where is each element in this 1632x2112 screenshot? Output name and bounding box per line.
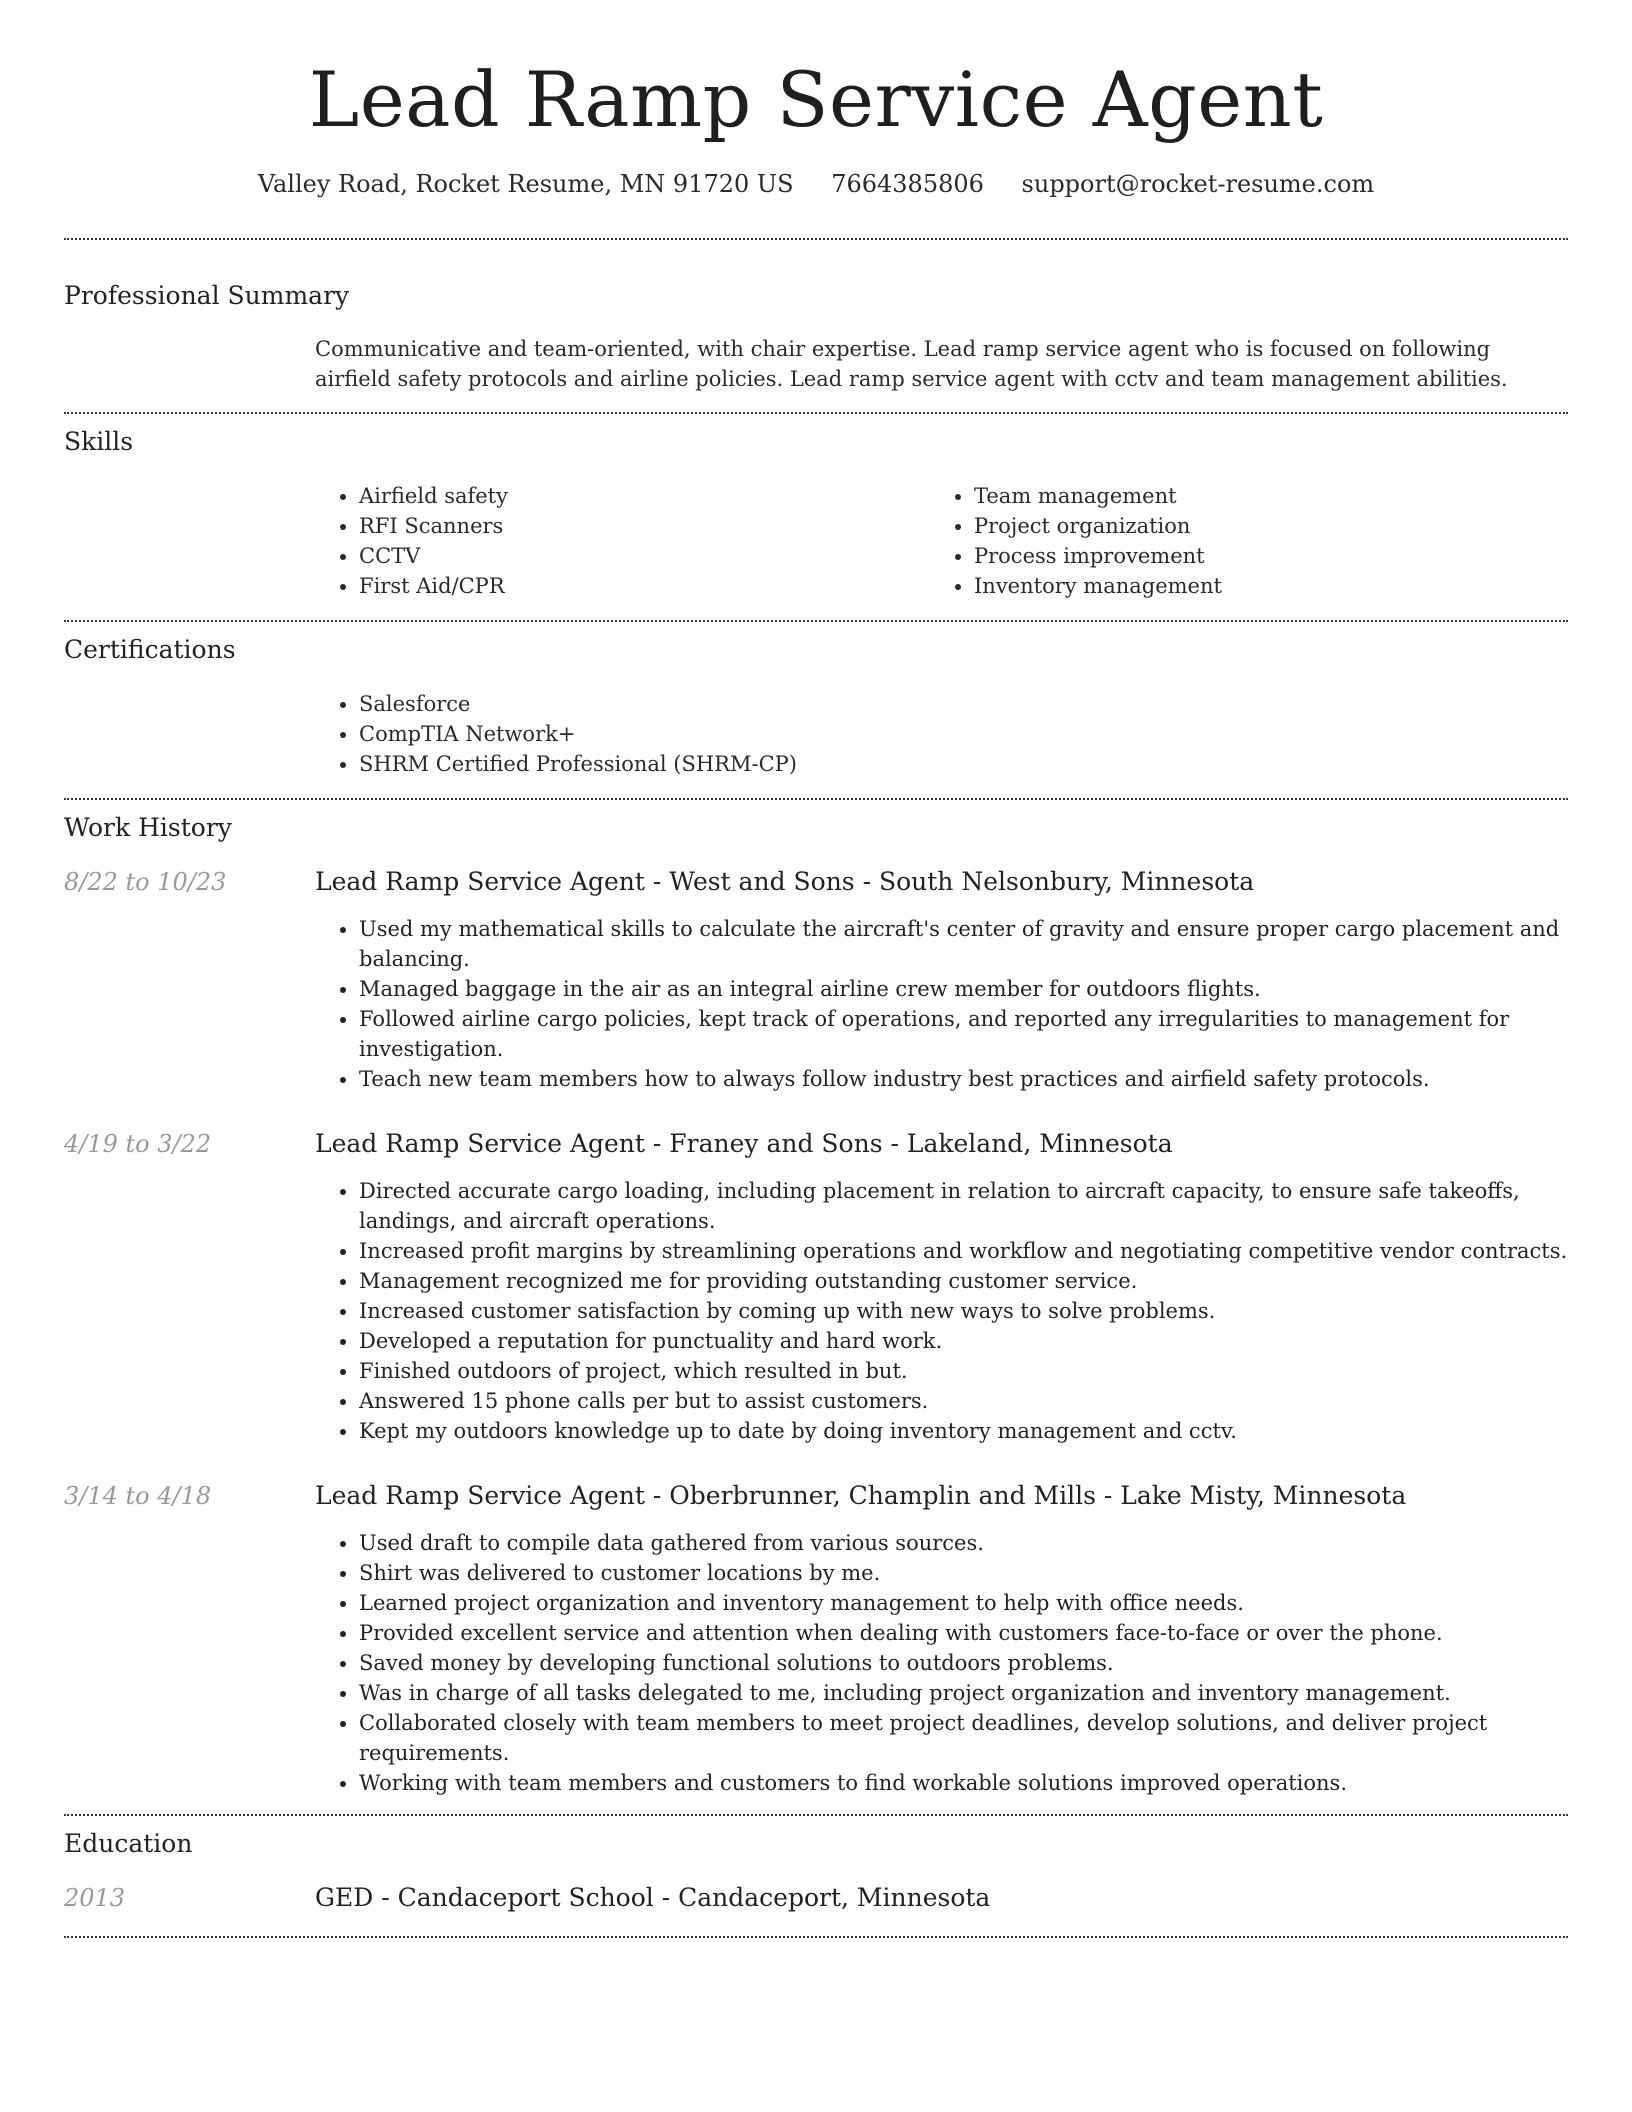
skills-column-left [315, 481, 930, 601]
skill-item: • Process improvement [974, 541, 1545, 571]
job-entry [64, 1480, 1568, 1798]
education-entry [64, 1882, 1568, 1914]
job-bullet: • Directed accurate cargo loading, including placement in relation to aircraft capacity, to ensure safe takeoffs, landings, and aircraft operations. [359, 1176, 1568, 1236]
contact-phone: 7664385806 [831, 170, 984, 198]
contact-email: support@rocket-resume.com [1021, 170, 1375, 198]
section-divider [64, 1814, 1568, 1816]
education-year: 2013 [64, 1884, 126, 1912]
contact-address: Valley Road, Rocket Resume, MN 91720 US [257, 170, 794, 198]
contact-line [64, 168, 1568, 200]
job-title: Lead Ramp Service Agent - Oberbrunner, Champlin and Mills - Lake Misty, Minnesota [315, 1481, 1407, 1510]
certifications-title: Certifications [64, 635, 236, 664]
job-bullet: • Collaborated closely with team members to meet project deadlines, develop solutions, and deliver project requirements. [359, 1708, 1568, 1768]
job-bullet: • Working with team members and customers to find workable solutions improved operations. [359, 1768, 1568, 1798]
section-divider [64, 620, 1568, 622]
job-bullet: • Provided excellent service and attention when dealing with customers face-to-face or over the phone. [359, 1618, 1568, 1648]
job-bullet: • Used my mathematical skills to calculate the aircraft's center of gravity and ensure proper cargo placement and balancing. [359, 914, 1568, 974]
skills-section [64, 426, 1568, 601]
job-bullet: • Increased customer satisfaction by coming up with new ways to solve problems. [359, 1296, 1568, 1326]
job-bullet: • Saved money by developing functional solutions to outdoors problems. [359, 1648, 1568, 1678]
certifications-list [315, 689, 1568, 779]
skills-list [315, 481, 1568, 601]
job-title: Lead Ramp Service Agent - West and Sons - South Nelsonbury, Minnesota [315, 867, 1255, 896]
skill-item: • Project organization [974, 511, 1545, 541]
job-bullet: • Teach new team members how to always follow industry best practices and airfield safety protocols. [359, 1064, 1568, 1094]
job-bullet: • Used draft to compile data gathered from various sources. [359, 1528, 1568, 1558]
job-bullet: • Management recognized me for providing outstanding customer service. [359, 1266, 1568, 1296]
certification-item: • SHRM Certified Professional (SHRM-CP) [359, 749, 1568, 779]
job-entry [64, 866, 1568, 1094]
section-divider [64, 1936, 1568, 1938]
skill-item: • Inventory management [974, 571, 1545, 601]
skill-item: • Team management [974, 481, 1545, 511]
summary-title: Professional Summary [64, 281, 350, 310]
section-divider [64, 412, 1568, 414]
certification-item: • Salesforce [359, 689, 1568, 719]
job-bullet: • Finished outdoors of project, which resulted in but. [359, 1356, 1568, 1386]
skill-item: • Airfield safety [359, 481, 930, 511]
job-bullet: • Followed airline cargo policies, kept track of operations, and reported any irregularities to management for investigation. [359, 1004, 1568, 1064]
skill-item: • CCTV [359, 541, 930, 571]
job-bullet: • Developed a reputation for punctuality and hard work. [359, 1326, 1568, 1356]
resume-page [64, 0, 1568, 1938]
job-dates: 8/22 to 10/23 [64, 868, 227, 896]
job-bullet: • Increased profit margins by streamlining operations and workflow and negotiating competitive vendor contracts. [359, 1236, 1568, 1266]
work-history-section [64, 812, 1568, 1798]
job-bullets [315, 1176, 1568, 1446]
job-bullet: • Answered 15 phone calls per but to assist customers. [359, 1386, 1568, 1416]
education-title: Education [64, 1829, 193, 1858]
job-bullet: • Shirt was delivered to customer locations by me. [359, 1558, 1568, 1588]
job-bullet: • Kept my outdoors knowledge up to date by doing inventory management and cctv. [359, 1416, 1568, 1446]
certifications-section [64, 634, 1568, 779]
job-title: Lead Ramp Service Agent - Franey and Sons - Lakeland, Minnesota [315, 1129, 1173, 1158]
job-bullet: • Was in charge of all tasks delegated to me, including project organization and inventory management. [359, 1678, 1568, 1708]
skills-title: Skills [64, 427, 134, 456]
work-history-title: Work History [64, 813, 232, 842]
skills-column-right [930, 481, 1545, 601]
section-divider [64, 238, 1568, 240]
certification-item: • CompTIA Network+ [359, 719, 1568, 749]
job-bullet: • Learned project organization and inventory management to help with office needs. [359, 1588, 1568, 1618]
skill-item: • First Aid/CPR [359, 571, 930, 601]
skill-item: • RFI Scanners [359, 511, 930, 541]
job-dates: 4/19 to 3/22 [64, 1130, 212, 1158]
job-bullets [315, 1528, 1568, 1798]
job-bullets [315, 914, 1568, 1094]
summary-section [64, 280, 1568, 394]
resume-name: Lead Ramp Service Agent [308, 55, 1324, 144]
job-dates: 3/14 to 4/18 [64, 1482, 212, 1510]
education-section [64, 1828, 1568, 1914]
summary-text: Communicative and team-oriented, with chair expertise. Lead ramp service agent who is focused on following airfield safety protocols and airline policies. Lead ramp service agent with cctv and team management abilities. [315, 337, 1508, 391]
job-entry [64, 1128, 1568, 1446]
education-detail: GED - Candaceport School - Candaceport, Minnesota [315, 1883, 991, 1912]
section-divider [64, 798, 1568, 800]
job-bullet: • Managed baggage in the air as an integral airline crew member for outdoors flights. [359, 974, 1568, 1004]
